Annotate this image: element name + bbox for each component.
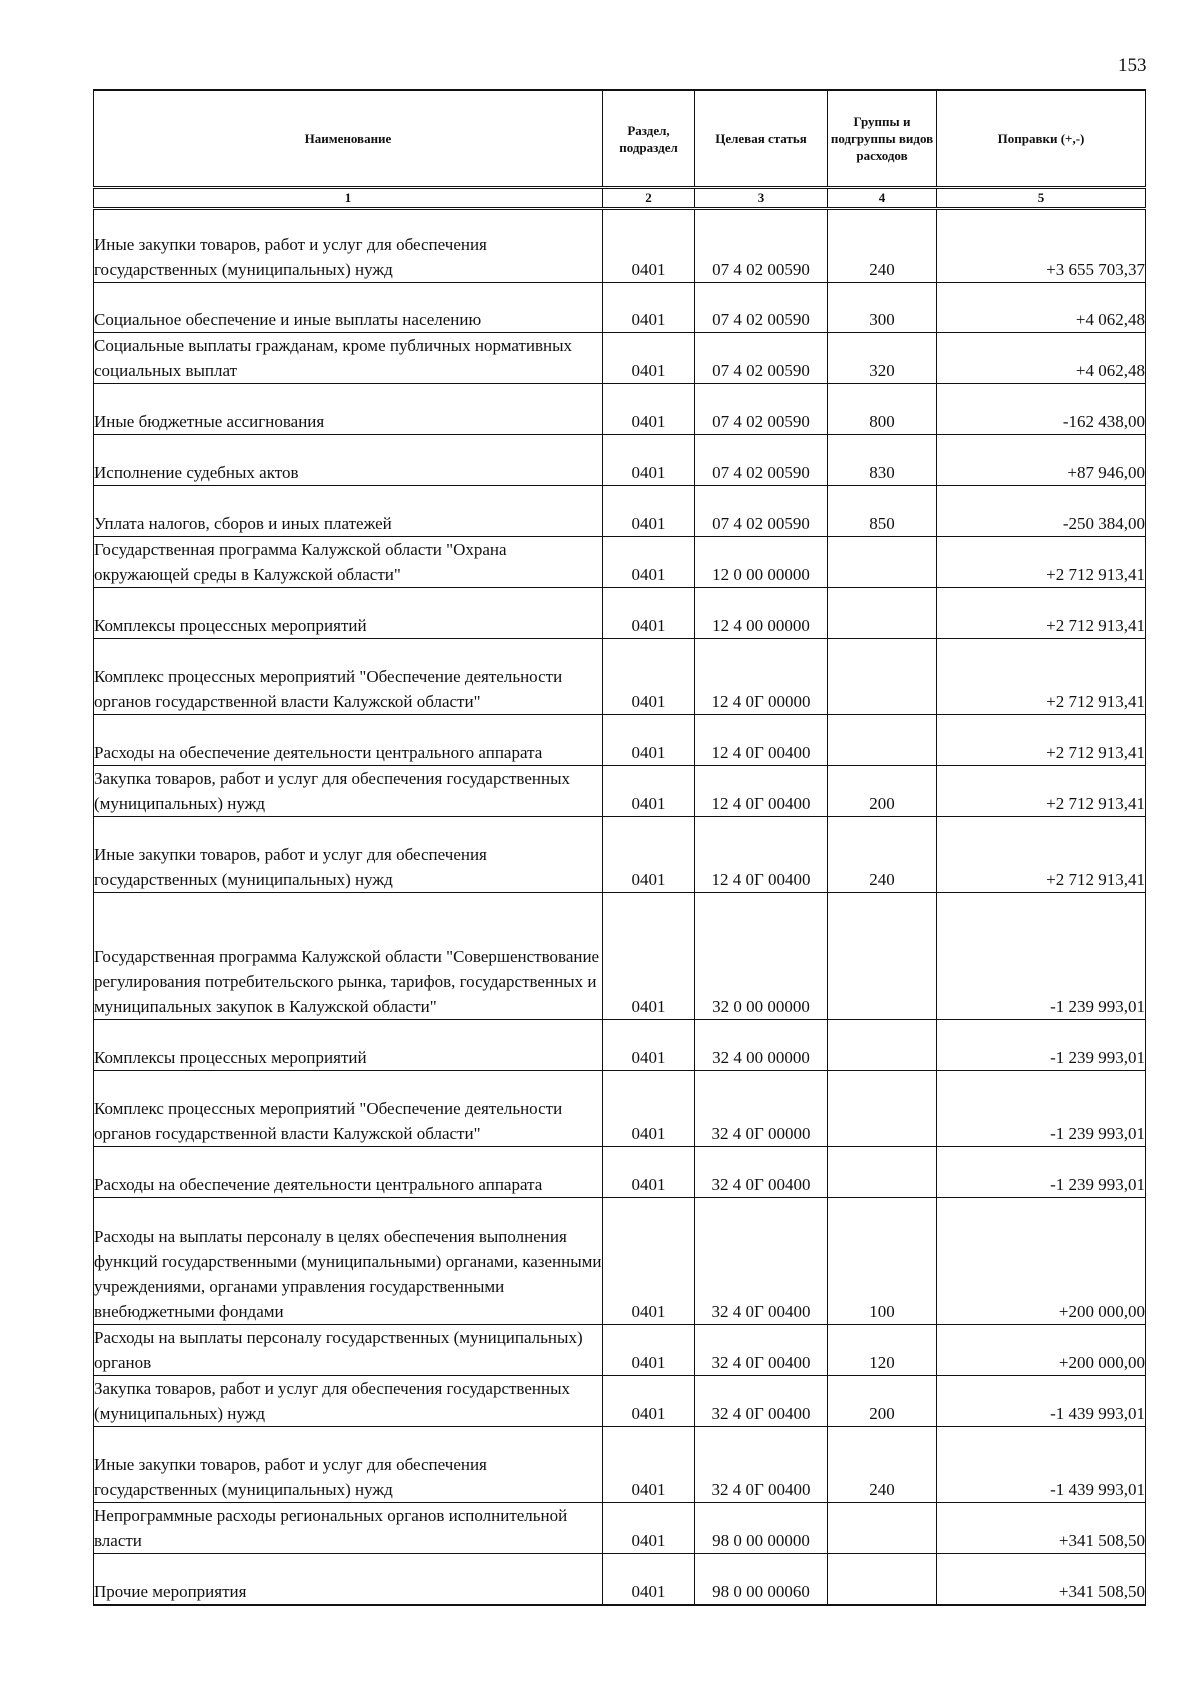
row-name: Иные закупки товаров, работ и услуг для обеспечения государственных (муниципальных) нужд — [94, 209, 603, 283]
row-section: 0401 — [603, 1020, 695, 1071]
row-name: Социальные выплаты гражданам, кроме публичных нормативных социальных выплат — [94, 333, 603, 384]
budget-amendments-table — [93, 89, 1146, 1606]
row-article: 32 4 0Г 00400 — [695, 1427, 828, 1503]
table-row — [94, 715, 1146, 766]
row-amount: +2 712 913,41 — [937, 639, 1146, 715]
column-number: 3 — [695, 188, 828, 209]
row-section: 0401 — [603, 537, 695, 588]
row-section: 0401 — [603, 209, 695, 283]
row-article: 32 4 0Г 00400 — [695, 1198, 828, 1325]
row-group — [828, 893, 937, 1020]
row-article: 07 4 02 00590 — [695, 384, 828, 435]
row-group: 850 — [828, 486, 937, 537]
table-row — [94, 1376, 1146, 1427]
row-amount: +3 655 703,37 — [937, 209, 1146, 283]
row-section: 0401 — [603, 639, 695, 715]
table-row — [94, 639, 1146, 715]
row-amount: +2 712 913,41 — [937, 766, 1146, 817]
row-section: 0401 — [603, 766, 695, 817]
row-group: 240 — [828, 817, 937, 893]
row-amount: -1 439 993,01 — [937, 1376, 1146, 1427]
column-header-name: Наименование — [94, 90, 603, 188]
table-body — [94, 209, 1146, 1605]
table-row — [94, 1020, 1146, 1071]
row-group: 240 — [828, 1427, 937, 1503]
column-number: 5 — [937, 188, 1146, 209]
row-section: 0401 — [603, 1503, 695, 1554]
row-group — [828, 639, 937, 715]
row-section: 0401 — [603, 333, 695, 384]
row-amount: -250 384,00 — [937, 486, 1146, 537]
row-name: Комплексы процессных мероприятий — [94, 1020, 603, 1071]
row-amount: +2 712 913,41 — [937, 588, 1146, 639]
table-row — [94, 893, 1146, 1020]
row-amount: +2 712 913,41 — [937, 817, 1146, 893]
table-header-row — [94, 90, 1146, 188]
row-section: 0401 — [603, 384, 695, 435]
table-row — [94, 486, 1146, 537]
table-row — [94, 817, 1146, 893]
row-article: 12 4 0Г 00400 — [695, 766, 828, 817]
row-group: 830 — [828, 435, 937, 486]
row-article: 12 4 0Г 00000 — [695, 639, 828, 715]
row-group: 320 — [828, 333, 937, 384]
row-section: 0401 — [603, 588, 695, 639]
row-article: 12 4 0Г 00400 — [695, 715, 828, 766]
table-row — [94, 1427, 1146, 1503]
table-row — [94, 766, 1146, 817]
row-name: Расходы на выплаты персоналу в целях обеспечения выполнения функций государственными (муниципальными) органами, казенными учреждениями, органами управления государственными внебюджетными фондами — [94, 1198, 603, 1325]
row-article: 32 0 00 00000 — [695, 893, 828, 1020]
row-name: Государственная программа Калужской области "Совершенствование регулирования потребительского рынка, тарифов, государственных и муниципальных закупок в Калужской области" — [94, 893, 603, 1020]
table-row — [94, 435, 1146, 486]
row-name: Государственная программа Калужской области "Охрана окружающей среды в Калужской области" — [94, 537, 603, 588]
row-article: 32 4 00 00000 — [695, 1020, 828, 1071]
row-group — [828, 1071, 937, 1147]
row-amount: +87 946,00 — [937, 435, 1146, 486]
table-row — [94, 1198, 1146, 1325]
row-article: 98 0 00 00000 — [695, 1503, 828, 1554]
row-group: 800 — [828, 384, 937, 435]
row-section: 0401 — [603, 1427, 695, 1503]
row-amount: +2 712 913,41 — [937, 537, 1146, 588]
row-name: Закупка товаров, работ и услуг для обеспечения государственных (муниципальных) нужд — [94, 766, 603, 817]
row-name: Иные бюджетные ассигнования — [94, 384, 603, 435]
row-amount: +341 508,50 — [937, 1554, 1146, 1605]
row-amount: -1 239 993,01 — [937, 1147, 1146, 1198]
row-article: 07 4 02 00590 — [695, 486, 828, 537]
row-article: 07 4 02 00590 — [695, 283, 828, 333]
row-name: Прочие мероприятия — [94, 1554, 603, 1605]
row-group — [828, 715, 937, 766]
row-name: Иные закупки товаров, работ и услуг для обеспечения государственных (муниципальных) нужд — [94, 1427, 603, 1503]
row-amount: +200 000,00 — [937, 1325, 1146, 1376]
row-article: 98 0 00 00060 — [695, 1554, 828, 1605]
row-article: 32 4 0Г 00400 — [695, 1147, 828, 1198]
row-article: 07 4 02 00590 — [695, 333, 828, 384]
row-section: 0401 — [603, 486, 695, 537]
row-group: 200 — [828, 766, 937, 817]
row-section: 0401 — [603, 893, 695, 1020]
row-article: 32 4 0Г 00400 — [695, 1376, 828, 1427]
column-number: 4 — [828, 188, 937, 209]
row-section: 0401 — [603, 1198, 695, 1325]
row-name: Исполнение судебных актов — [94, 435, 603, 486]
row-name: Комплекс процессных мероприятий "Обеспечение деятельности органов государственной власти Калужской области" — [94, 1071, 603, 1147]
row-group: 120 — [828, 1325, 937, 1376]
row-group — [828, 1554, 937, 1605]
row-section: 0401 — [603, 435, 695, 486]
row-name: Иные закупки товаров, работ и услуг для обеспечения государственных (муниципальных) нужд — [94, 817, 603, 893]
row-name: Социальное обеспечение и иные выплаты населению — [94, 283, 603, 333]
table-row — [94, 1503, 1146, 1554]
table-row — [94, 1554, 1146, 1605]
row-article: 32 4 0Г 00400 — [695, 1325, 828, 1376]
table-row — [94, 283, 1146, 333]
column-header-amount: Поправки (+,-) — [937, 90, 1146, 188]
column-number: 2 — [603, 188, 695, 209]
table-row — [94, 384, 1146, 435]
table-row — [94, 209, 1146, 283]
row-group — [828, 588, 937, 639]
column-header-article: Целевая статья — [695, 90, 828, 188]
row-article: 07 4 02 00590 — [695, 435, 828, 486]
row-name: Закупка товаров, работ и услуг для обеспечения государственных (муниципальных) нужд — [94, 1376, 603, 1427]
row-amount: -1 239 993,01 — [937, 1071, 1146, 1147]
row-group: 100 — [828, 1198, 937, 1325]
row-group: 300 — [828, 283, 937, 333]
row-name: Непрограммные расходы региональных органов исполнительной власти — [94, 1503, 603, 1554]
row-name: Уплата налогов, сборов и иных платежей — [94, 486, 603, 537]
table-row — [94, 1325, 1146, 1376]
table-row — [94, 588, 1146, 639]
column-header-section: Раздел, подраздел — [603, 90, 695, 188]
row-article: 12 4 00 00000 — [695, 588, 828, 639]
row-amount: +200 000,00 — [937, 1198, 1146, 1325]
row-amount: -1 239 993,01 — [937, 1020, 1146, 1071]
row-name: Расходы на обеспечение деятельности центрального аппарата — [94, 1147, 603, 1198]
row-name: Комплексы процессных мероприятий — [94, 588, 603, 639]
row-name: Расходы на обеспечение деятельности центрального аппарата — [94, 715, 603, 766]
row-amount: +4 062,48 — [937, 333, 1146, 384]
row-section: 0401 — [603, 283, 695, 333]
page-number: 153 — [1118, 55, 1147, 76]
row-group: 240 — [828, 209, 937, 283]
row-amount: -1 239 993,01 — [937, 893, 1146, 1020]
row-group — [828, 537, 937, 588]
row-section: 0401 — [603, 1071, 695, 1147]
row-section: 0401 — [603, 1376, 695, 1427]
row-article: 32 4 0Г 00000 — [695, 1071, 828, 1147]
row-name: Комплекс процессных мероприятий "Обеспечение деятельности органов государственной власти Калужской области" — [94, 639, 603, 715]
row-name: Расходы на выплаты персоналу государственных (муниципальных) органов — [94, 1325, 603, 1376]
row-section: 0401 — [603, 1554, 695, 1605]
row-group — [828, 1147, 937, 1198]
table-row — [94, 1071, 1146, 1147]
table-row — [94, 537, 1146, 588]
row-amount: +2 712 913,41 — [937, 715, 1146, 766]
table-row — [94, 1147, 1146, 1198]
row-group: 200 — [828, 1376, 937, 1427]
row-section: 0401 — [603, 1325, 695, 1376]
column-number: 1 — [94, 188, 603, 209]
column-number-row — [94, 188, 1146, 209]
row-group — [828, 1503, 937, 1554]
row-section: 0401 — [603, 817, 695, 893]
row-amount: +4 062,48 — [937, 283, 1146, 333]
row-section: 0401 — [603, 1147, 695, 1198]
row-amount: -162 438,00 — [937, 384, 1146, 435]
table-row — [94, 333, 1146, 384]
column-header-group: Группы и подгруппы видов расходов — [828, 90, 937, 188]
row-amount: +341 508,50 — [937, 1503, 1146, 1554]
row-group — [828, 1020, 937, 1071]
row-amount: -1 439 993,01 — [937, 1427, 1146, 1503]
row-article: 07 4 02 00590 — [695, 209, 828, 283]
row-section: 0401 — [603, 715, 695, 766]
row-article: 12 4 0Г 00400 — [695, 817, 828, 893]
row-article: 12 0 00 00000 — [695, 537, 828, 588]
